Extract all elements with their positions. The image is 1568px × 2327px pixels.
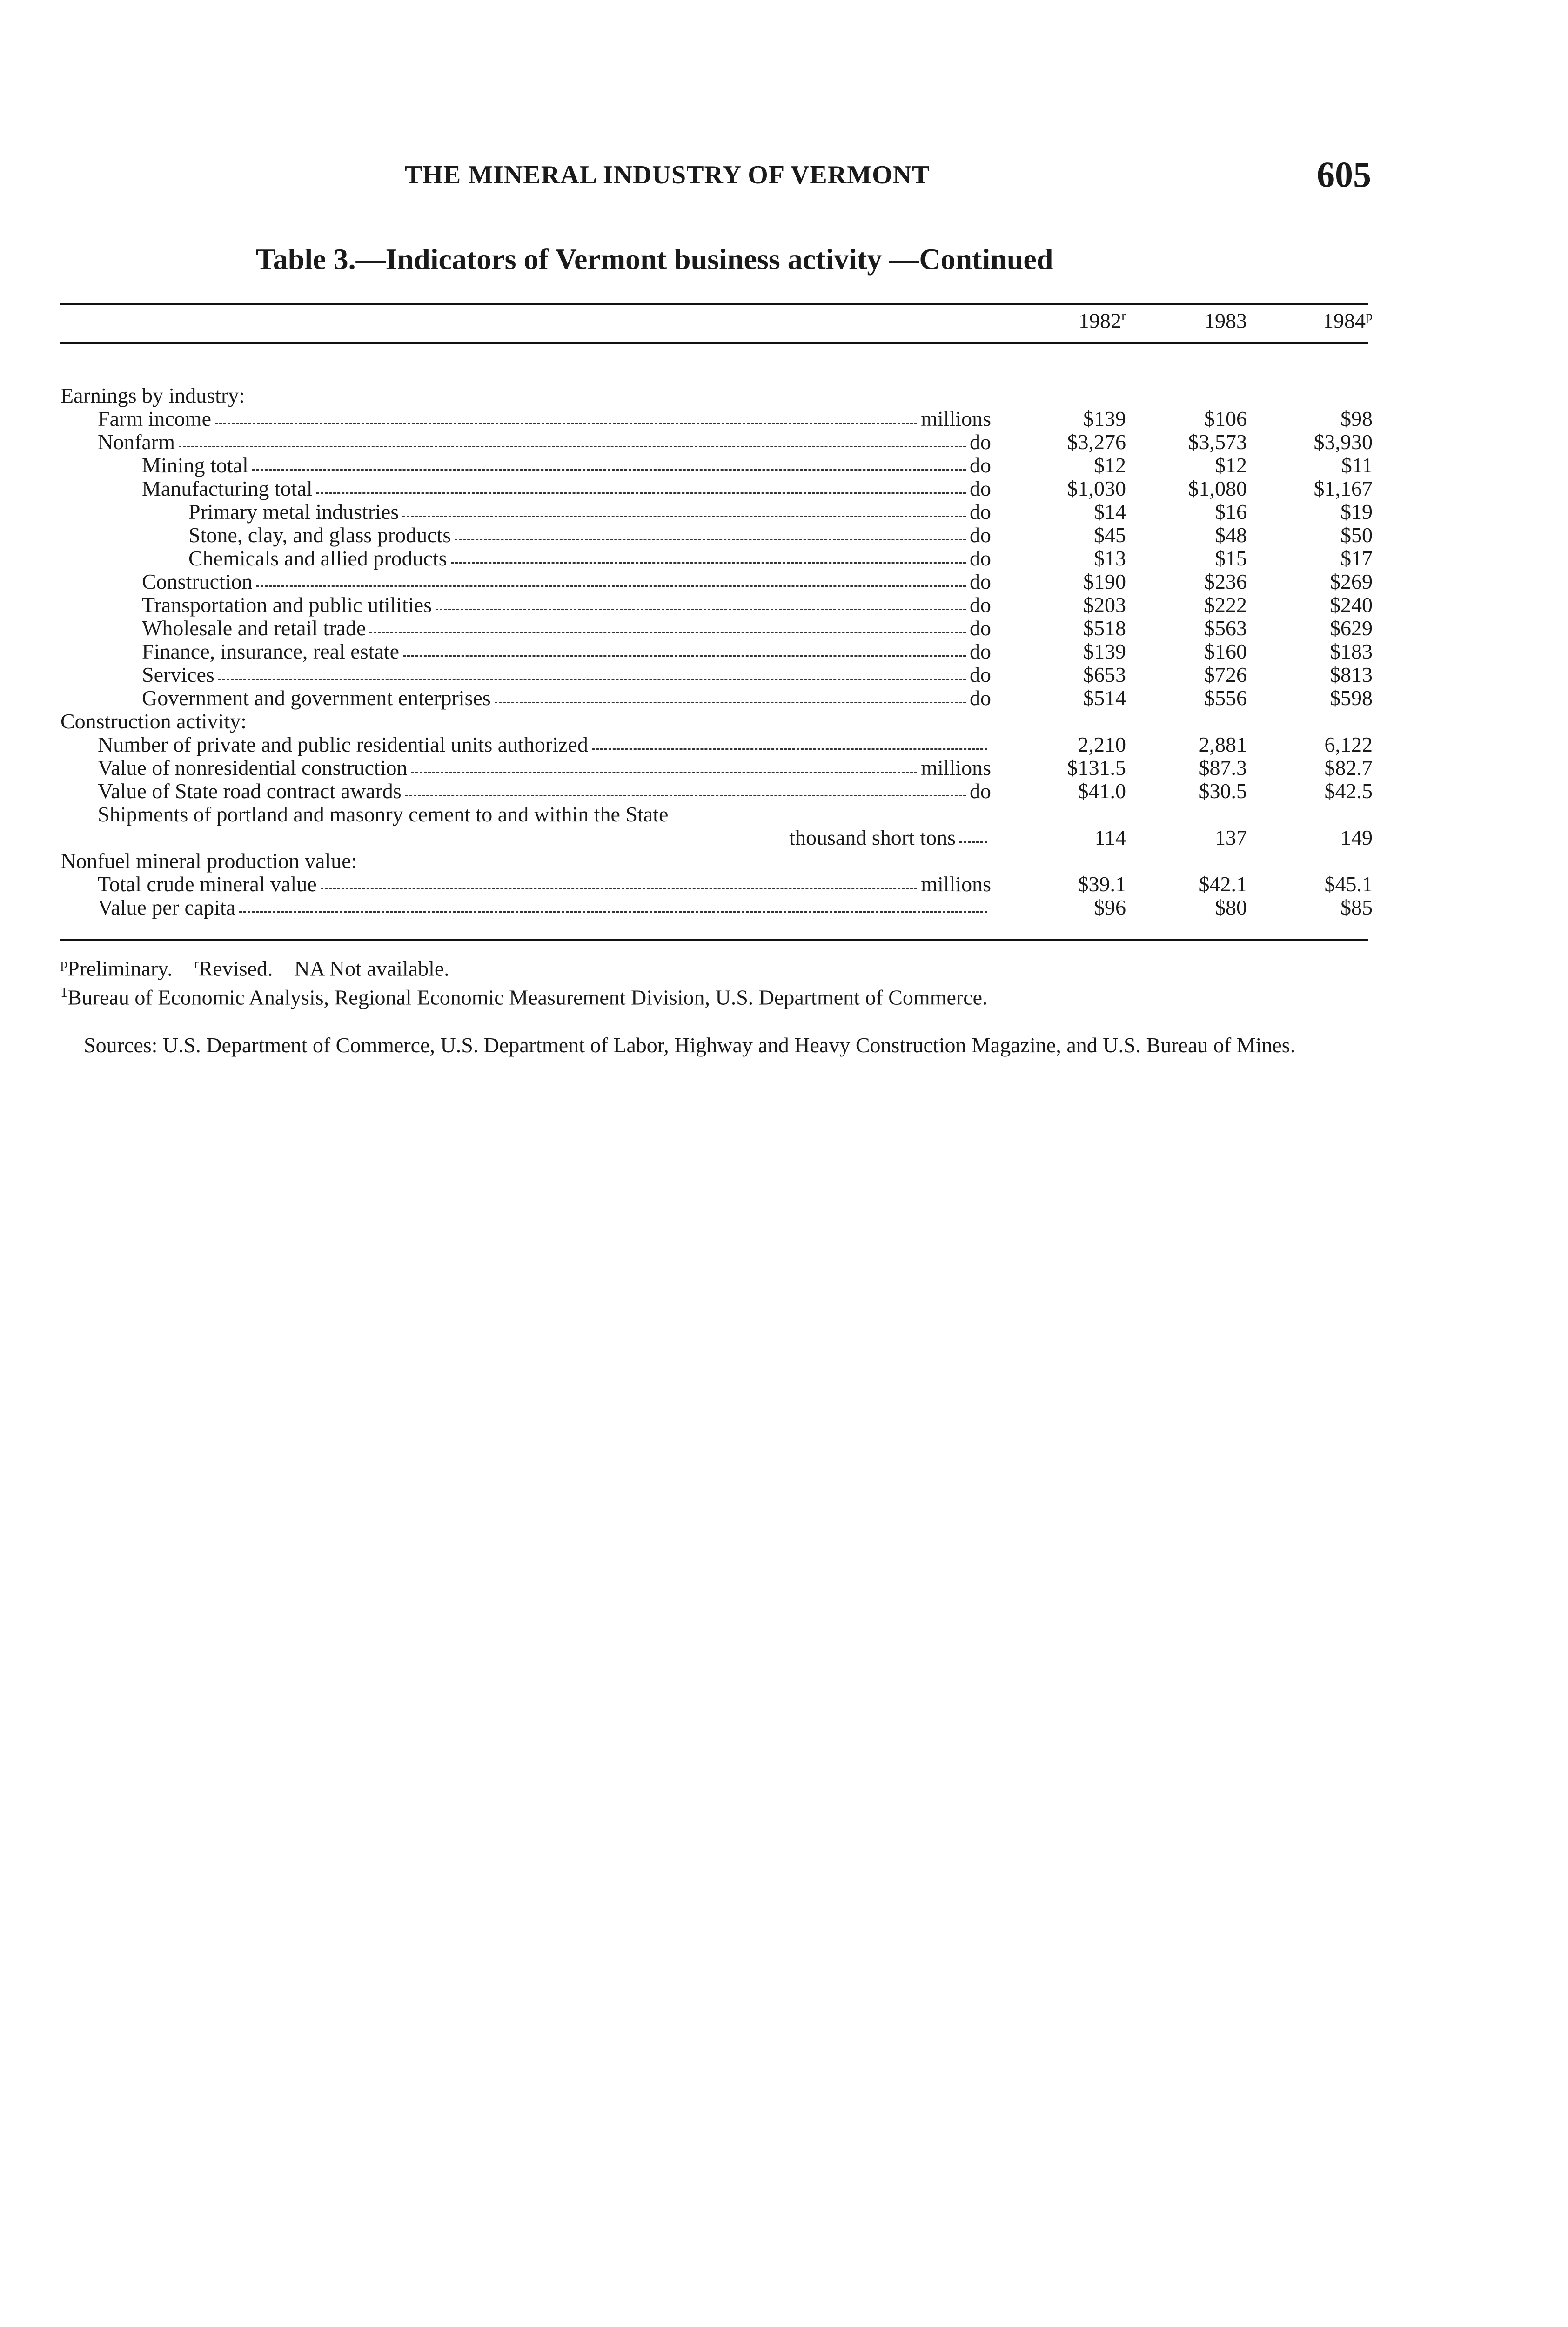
page-header xyxy=(0,154,1568,205)
row-unit: do xyxy=(970,500,991,524)
leader-dots xyxy=(455,539,966,540)
footnote-marks xyxy=(60,952,1368,981)
cell-1982: $96 xyxy=(1094,895,1126,919)
footnote-mark: 1 xyxy=(60,985,67,1001)
row-unit: do xyxy=(970,477,991,500)
footnote-revised: Revised. xyxy=(198,956,273,981)
leader-dots xyxy=(403,655,966,657)
cell-1984: $19 xyxy=(1340,500,1373,524)
leader-dots xyxy=(402,516,966,517)
cell-1983: $222 xyxy=(1204,593,1247,617)
cell-1984: 149 xyxy=(1340,826,1373,849)
table-row xyxy=(0,733,1568,756)
cell-1982: 2,210 xyxy=(1078,733,1126,756)
table-row xyxy=(0,896,1568,919)
table-row xyxy=(0,663,1568,686)
table-row xyxy=(0,686,1568,710)
row-unit: do xyxy=(970,616,991,640)
row-label: Value per capita xyxy=(98,895,236,919)
cell-1984: $629 xyxy=(1330,616,1373,640)
cell-1984: $50 xyxy=(1340,523,1373,547)
leader-dots xyxy=(316,492,966,494)
cell-1982: 114 xyxy=(1094,826,1126,849)
table-top-rule xyxy=(60,303,1368,305)
cell-1984: $269 xyxy=(1330,570,1373,593)
cell-1982: $41.0 xyxy=(1078,779,1126,803)
cell-1982: $190 xyxy=(1083,570,1126,593)
row-unit: millions xyxy=(921,756,991,780)
table-row xyxy=(0,524,1568,547)
cell-1982: $518 xyxy=(1083,616,1126,640)
sources-note: Sources: U.S. Department of Commerce, U.S. Department of Labor, Highway and Heavy Construction Magazine, and U.S. Bureau of Mines. xyxy=(84,1033,1296,1057)
leader-dots xyxy=(252,469,966,471)
cell-1982: $45 xyxy=(1094,523,1126,547)
cell-1983: $48 xyxy=(1215,523,1247,547)
cell-1982: $653 xyxy=(1083,663,1126,686)
leader-dots xyxy=(436,609,966,610)
table-row xyxy=(0,640,1568,663)
column-header-1984: 1984$^p$ xyxy=(1323,308,1373,333)
cell-1983: $726 xyxy=(1204,663,1247,686)
cell-1984: $17 xyxy=(1340,546,1373,570)
row-label: Farm income xyxy=(98,407,211,430)
cell-1982: $13 xyxy=(1094,546,1126,570)
row-unit: do xyxy=(970,593,991,617)
table-row xyxy=(0,570,1568,593)
cell-1982: $514 xyxy=(1083,686,1126,710)
row-unit: do xyxy=(970,686,991,710)
cell-1984: $240 xyxy=(1330,593,1373,617)
row-label: Shipments of portland and masonry cement to and within the State xyxy=(98,802,669,826)
cell-1983: $15 xyxy=(1215,546,1247,570)
table-row xyxy=(0,407,1568,430)
running-title: THE MINERAL INDUSTRY OF VERMONT xyxy=(405,161,930,189)
row-unit: do xyxy=(970,453,991,477)
table-row xyxy=(0,430,1568,454)
cell-1982: $3,276 xyxy=(1067,430,1126,454)
footnote-source-note: Bureau of Economic Analysis, Regional Economic Measurement Division, U.S. Department of Commerce. xyxy=(67,985,988,1009)
leader-dots xyxy=(369,632,966,633)
row-unit: do xyxy=(970,523,991,547)
leader-dots xyxy=(451,562,966,564)
row-label: Construction activity: xyxy=(60,709,247,733)
cell-1983: $160 xyxy=(1204,639,1247,663)
row-label: Transportation and public utilities xyxy=(142,593,432,617)
row-unit: do xyxy=(970,639,991,663)
cell-1984: $3,930 xyxy=(1313,430,1373,454)
page-number: 605 xyxy=(1317,154,1371,195)
cell-1983: $556 xyxy=(1204,686,1247,710)
table-header-rule xyxy=(60,342,1368,344)
cell-1982: $39.1 xyxy=(1078,872,1126,896)
cell-1983: $106 xyxy=(1204,407,1247,430)
cell-1982: $139 xyxy=(1083,407,1126,430)
table-row xyxy=(0,849,1568,873)
leader-dots xyxy=(239,911,987,913)
cell-1984: $82.7 xyxy=(1324,756,1373,780)
cell-1983: $80 xyxy=(1215,895,1247,919)
footnote-na: NA Not available. xyxy=(294,956,449,981)
column-header-1983: 1983 xyxy=(1204,309,1247,333)
leader-dots xyxy=(592,748,987,750)
table-row xyxy=(0,454,1568,477)
leader-dots xyxy=(321,888,918,889)
cell-1982: $1,030 xyxy=(1067,477,1126,500)
row-label: Chemicals and allied products xyxy=(188,546,447,570)
row-label: Construction xyxy=(142,570,253,593)
cell-1982: $14 xyxy=(1094,500,1126,524)
table-row xyxy=(0,756,1568,780)
row-label: Wholesale and retail trade xyxy=(142,616,366,640)
cell-1983: $236 xyxy=(1204,570,1247,593)
row-label: Value of nonresidential construction xyxy=(98,756,408,780)
cell-1983: $87.3 xyxy=(1199,756,1247,780)
row-label: Primary metal industries xyxy=(188,500,399,524)
table-body xyxy=(0,384,1568,919)
row-label: Number of private and public residential units authorized xyxy=(98,733,588,756)
cell-1984: $85 xyxy=(1340,895,1373,919)
cell-1984: $45.1 xyxy=(1324,872,1373,896)
leader-dots xyxy=(495,702,966,703)
table-row xyxy=(0,500,1568,524)
column-header-1982: 1982$^r$ xyxy=(1079,308,1126,333)
leader-dots xyxy=(179,446,966,447)
row-label: Finance, insurance, real estate xyxy=(142,639,400,663)
cell-1984: $183 xyxy=(1330,639,1373,663)
cell-1983: $1,080 xyxy=(1188,477,1247,500)
row-label: Nonfuel mineral production value: xyxy=(60,849,357,873)
row-label: Nonfarm xyxy=(98,430,175,454)
table-title: Table 3.—Indicators of Vermont business activity —Continued xyxy=(256,242,1053,276)
row-label: Manufacturing total xyxy=(142,477,313,500)
cell-1984: $98 xyxy=(1340,407,1373,430)
table-row xyxy=(0,477,1568,500)
row-unit: do xyxy=(970,430,991,454)
table-row xyxy=(0,547,1568,570)
table-bottom-rule xyxy=(60,939,1368,941)
cell-1983: $42.1 xyxy=(1199,872,1247,896)
cell-1984: $11 xyxy=(1341,453,1373,477)
row-label: Stone, clay, and glass products xyxy=(188,523,451,547)
table-row xyxy=(0,873,1568,896)
footnote-1 xyxy=(60,981,1368,1009)
leader-dots xyxy=(218,679,966,680)
cell-1984: $813 xyxy=(1330,663,1373,686)
row-label: Government and government enterprises xyxy=(142,686,491,710)
cell-1984: 6,122 xyxy=(1324,733,1373,756)
footnote-mark: r xyxy=(194,956,199,971)
table-row xyxy=(0,710,1568,733)
cell-1984: $42.5 xyxy=(1324,779,1373,803)
row-unit: do xyxy=(970,779,991,803)
table-row xyxy=(0,593,1568,617)
cell-1983: $30.5 xyxy=(1199,779,1247,803)
footnotes xyxy=(60,952,1368,1057)
row-unit: millions xyxy=(921,407,991,430)
table-row xyxy=(0,780,1568,803)
row-unit: do xyxy=(970,663,991,686)
cell-1982: $131.5 xyxy=(1067,756,1126,780)
row-label: Total crude mineral value xyxy=(98,872,317,896)
cell-1983: $563 xyxy=(1204,616,1247,640)
row-unit: millions xyxy=(921,872,991,896)
cell-1983: $12 xyxy=(1215,453,1247,477)
cell-1983: 137 xyxy=(1215,826,1247,849)
row-unit: thousand short tons xyxy=(789,826,956,849)
leader-dots xyxy=(411,772,918,773)
row-label: Earnings by industry: xyxy=(60,383,245,407)
row-label: Services xyxy=(142,663,214,686)
cell-1983: 2,881 xyxy=(1199,733,1247,756)
row-label: Mining total xyxy=(142,453,248,477)
table-row xyxy=(0,617,1568,640)
cell-1984: $598 xyxy=(1330,686,1373,710)
footnote-mark: p xyxy=(60,956,67,971)
leader-dots xyxy=(959,841,987,843)
cell-1982: $139 xyxy=(1083,639,1126,663)
cell-1983: $16 xyxy=(1215,500,1247,524)
leader-dots xyxy=(405,795,966,796)
table-row xyxy=(0,803,1568,849)
cell-1984: $1,167 xyxy=(1313,477,1373,500)
row-unit: do xyxy=(970,546,991,570)
row-label: Value of State road contract awards xyxy=(98,779,402,803)
row-unit: do xyxy=(970,570,991,593)
leader-dots xyxy=(256,585,966,587)
leader-dots xyxy=(215,423,917,424)
footnote-preliminary: Preliminary. xyxy=(67,956,173,981)
cell-1982: $203 xyxy=(1083,593,1126,617)
cell-1982: $12 xyxy=(1094,453,1126,477)
cell-1983: $3,573 xyxy=(1188,430,1247,454)
table-row xyxy=(0,384,1568,407)
